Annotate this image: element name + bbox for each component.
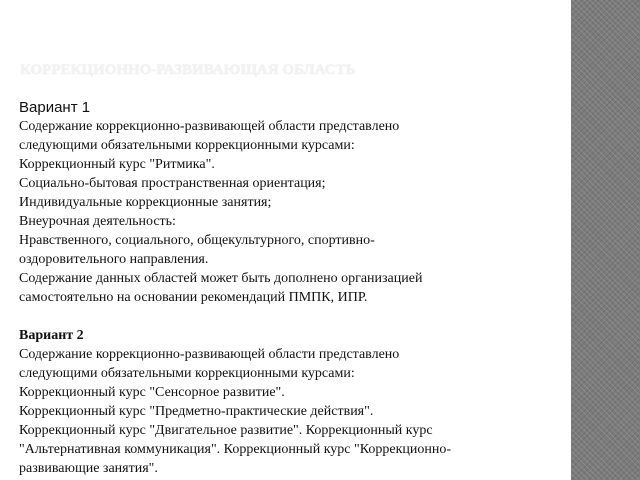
variant1-line: самостоятельно на основании рекомендаций ПМПК, ИПР. (19, 290, 368, 305)
decorative-side-bar (571, 0, 640, 480)
variant2-line: Коррекционный курс "Предметно-практические действия". (19, 404, 374, 419)
variant2-line: развивающие занятия". (19, 461, 158, 476)
variant1-line: следующими обязательными коррекционными курсами: (19, 138, 355, 153)
variant2-line: Коррекционный курс "Сенсорное развитие". (19, 385, 285, 400)
variant1-line: Нравственного, социального, общекультурного, спортивно- (19, 233, 375, 248)
variant1-line: Социально-бытовая пространственная ориентация; (19, 176, 326, 191)
variant1-line: Содержание данных областей может быть дополнено организацией (19, 271, 423, 286)
variant1-line: Содержание коррекционно-развивающей области представлено (19, 119, 400, 134)
variant1-line: Коррекционный курс "Ритмика". (19, 157, 215, 172)
variant2-line: Коррекционный курс "Двигательное развитие". Коррекционный курс (19, 423, 433, 438)
variant1-heading: Вариант 1 (19, 99, 91, 116)
variant2-heading: Вариант 2 (19, 328, 84, 343)
variant2-line: следующими обязательными коррекционными курсами: (19, 366, 355, 381)
variant2-line: Содержание коррекционно-развивающей области представлено (19, 347, 400, 362)
variant2-line: "Альтернативная коммуникация". Коррекционный курс "Коррекционно- (19, 442, 452, 457)
variant1-line: Индивидуальные коррекционные занятия; (19, 195, 272, 210)
slide-body (19, 98, 567, 478)
variant1-line: Внеурочная деятельность: (19, 214, 176, 229)
variant1-line: оздоровительного направления. (19, 252, 209, 267)
spacer (19, 307, 567, 326)
slide-title: КОРРЕКЦИОННО-РАЗВИВАЮЩАЯ ОБЛАСТЬ (20, 62, 356, 78)
